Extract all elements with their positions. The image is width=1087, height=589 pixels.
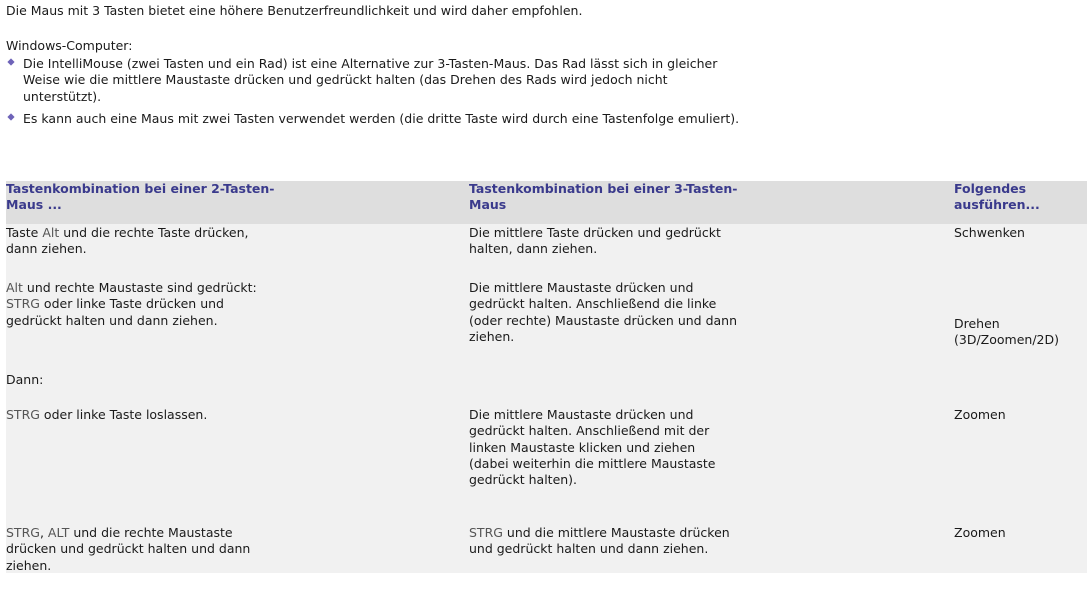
bullet-list <box>6 56 746 133</box>
cell-action: Drehen (3D/Zoomen/2D) <box>954 316 1059 348</box>
key-name: Alt <box>42 225 60 240</box>
cell-three-button: Die mittlere Maustaste drücken und gedrückt halten. Anschließend mit der linken Maustaste klicken und ziehen (dabei weiterhin die mittlere Maustaste gedrückt halten). <box>469 407 716 488</box>
bullet-item <box>6 111 746 127</box>
cell-three-button: Die mittlere Maustaste drücken und gedrückt halten. Anschließend die linke (oder rechte) Maustaste drücken und dann ziehen. <box>469 280 738 344</box>
cell-action: Schwenken <box>954 225 1025 240</box>
cell-action: Zoomen <box>954 525 1006 540</box>
key-name: STRG <box>6 407 40 422</box>
diamond-bullet-icon <box>7 113 14 120</box>
cell-two-button: STRG oder linke Taste loslassen. <box>6 407 208 422</box>
key-name: STRG <box>6 296 40 312</box>
diamond-bullet-icon <box>7 58 14 65</box>
cell-two-button: STRG, ALT und die rechte Maustaste drücken und gedrückt halten und dann ziehen. <box>6 525 251 573</box>
key-name: ALT <box>47 525 70 540</box>
key-name: Alt <box>6 280 23 295</box>
bullet-text: Die IntelliMouse (zwei Tasten und ein Rad) ist eine Alternative zur 3-Tasten-Maus. Das Rad lässt sich in gleicher Weise wie die mittlere Maustaste drücken und gedrückt halten (das Drehen des Rads wird jedoch nicht unterstützt). <box>23 56 718 104</box>
intro-text: Die Maus mit 3 Tasten bietet eine höhere Benutzerfreundlichkeit und wird daher empfohlen. <box>6 3 583 18</box>
cell-two-button: Alt und rechte Maustaste sind gedrückt: STRG oder linke Taste drücken und gedrückt halten und dann ziehen. <box>6 280 257 328</box>
bullet-item <box>6 56 746 105</box>
cell-three-button: STRG und die mittlere Maustaste drücken und gedrückt halten und dann ziehen. <box>469 525 730 557</box>
cell-two-button: Dann: <box>6 372 44 387</box>
windows-heading: Windows-Computer: <box>6 38 133 53</box>
cell-two-button: Taste Alt und die rechte Taste drücken, dann ziehen. <box>6 225 249 257</box>
table-header <box>6 181 1087 224</box>
cell-three-button: Die mittlere Taste drücken und gedrückt halten, dann ziehen. <box>469 225 721 257</box>
cell-action: Zoomen <box>954 407 1006 422</box>
mouse-combination-table <box>6 181 1087 573</box>
bullet-text: Es kann auch eine Maus mit zwei Tasten verwendet werden (die dritte Taste wird durch eine Tastenfolge emuliert). <box>23 110 740 126</box>
key-name: STRG <box>6 525 40 540</box>
key-name: STRG <box>469 525 503 540</box>
header-action: Folgendes ausführen... <box>954 181 1040 213</box>
header-two-button: Tastenkombination bei einer 2-Tasten-Maus ... <box>6 181 275 213</box>
header-three-button: Tastenkombination bei einer 3-Tasten-Maus <box>469 181 738 213</box>
